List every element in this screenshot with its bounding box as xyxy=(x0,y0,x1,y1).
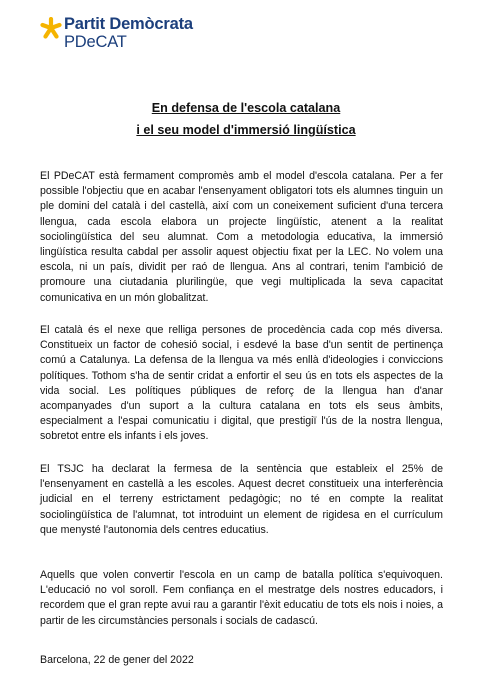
star-icon xyxy=(40,17,62,39)
document-title-line-1: En defensa de l'escola catalana xyxy=(151,101,341,115)
logo-party-acronym: PDeCAT xyxy=(64,33,127,51)
paragraph-commitment: El PDeCAT està fermament compromès amb el model d'escola catalana. Per a fer possible l'objectiu que en acabar l'ensenyament obligatori tots els alumnes tinguin un ple domini del català i del castellà, així com un coneixement suficient d'una tercera llengua, cada escola elabora un projecte lingüístic, atenent a la realitat sociolingüística del seu alumnat. Com a metodologia educativa, la immersió lingüística resulta cabdal per assolir aquest objectiu fixat per la LEC. No volem una escola, ni un país, dividit per raó de llengua. Ans al contrari, tenim l'ambició de promoure una ciutadania plurilingüe, que vegi multiplicada la seva capacitat comunicativa en un món globalitzat. xyxy=(40,170,443,304)
party-logo xyxy=(40,15,220,55)
paragraph-tsjc-ruling: El TSJC ha declarat la fermesa de la sentència que estableix el 25% de l'ensenyament en castellà a les escoles. Aquest decret constitueix una interferència judicial en el terreny estrictament pedagògic; no té en compte la realitat sociolingüística de l'alumnat, tot introduint un element de rigidesa en el currículum que menysté l'autonomia dels centres educatius. xyxy=(40,463,443,536)
document-title-line-2: i el seu model d'immersió lingüística xyxy=(136,123,356,137)
logo-party-name: Partit Demòcrata xyxy=(64,15,193,33)
signature-date: Barcelona, 22 de gener del 2022 xyxy=(40,654,194,666)
paragraph-closing: Aquells que volen convertir l'escola en un camp de batalla política s'equivoquen. L'educació no vol soroll. Fem confiança en el mestratge dels nostres educadors, i recordem que el gran repte avui rau a garantir l'èxit educatiu de tots els nois i noies, a partir de les circumstàncies personals i socials de cadascú. xyxy=(40,569,443,627)
paragraph-cohesion: El català és el nexe que relliga persones de procedència cada cop més diversa. Constitueix un factor de cohesió social, i esdevé la base d'un sentit de pertinença comú a Catalunya. La defensa de la llengua va més enllà d'ideologies i conviccions polítiques. Tothom s'ha de sentir cridat a enfortir el seu ús en tots els aspectes de la vida social. Les polítiques públiques de reforç de la llengua han d'anar acompanyades d'un suport a la cultura catalana en tots els seus àmbits, especialment a l'espai comunicatiu i digital, que prestigiï l'ús de la nostra llengua, sobretot entre els infants i els joves. xyxy=(40,324,443,443)
